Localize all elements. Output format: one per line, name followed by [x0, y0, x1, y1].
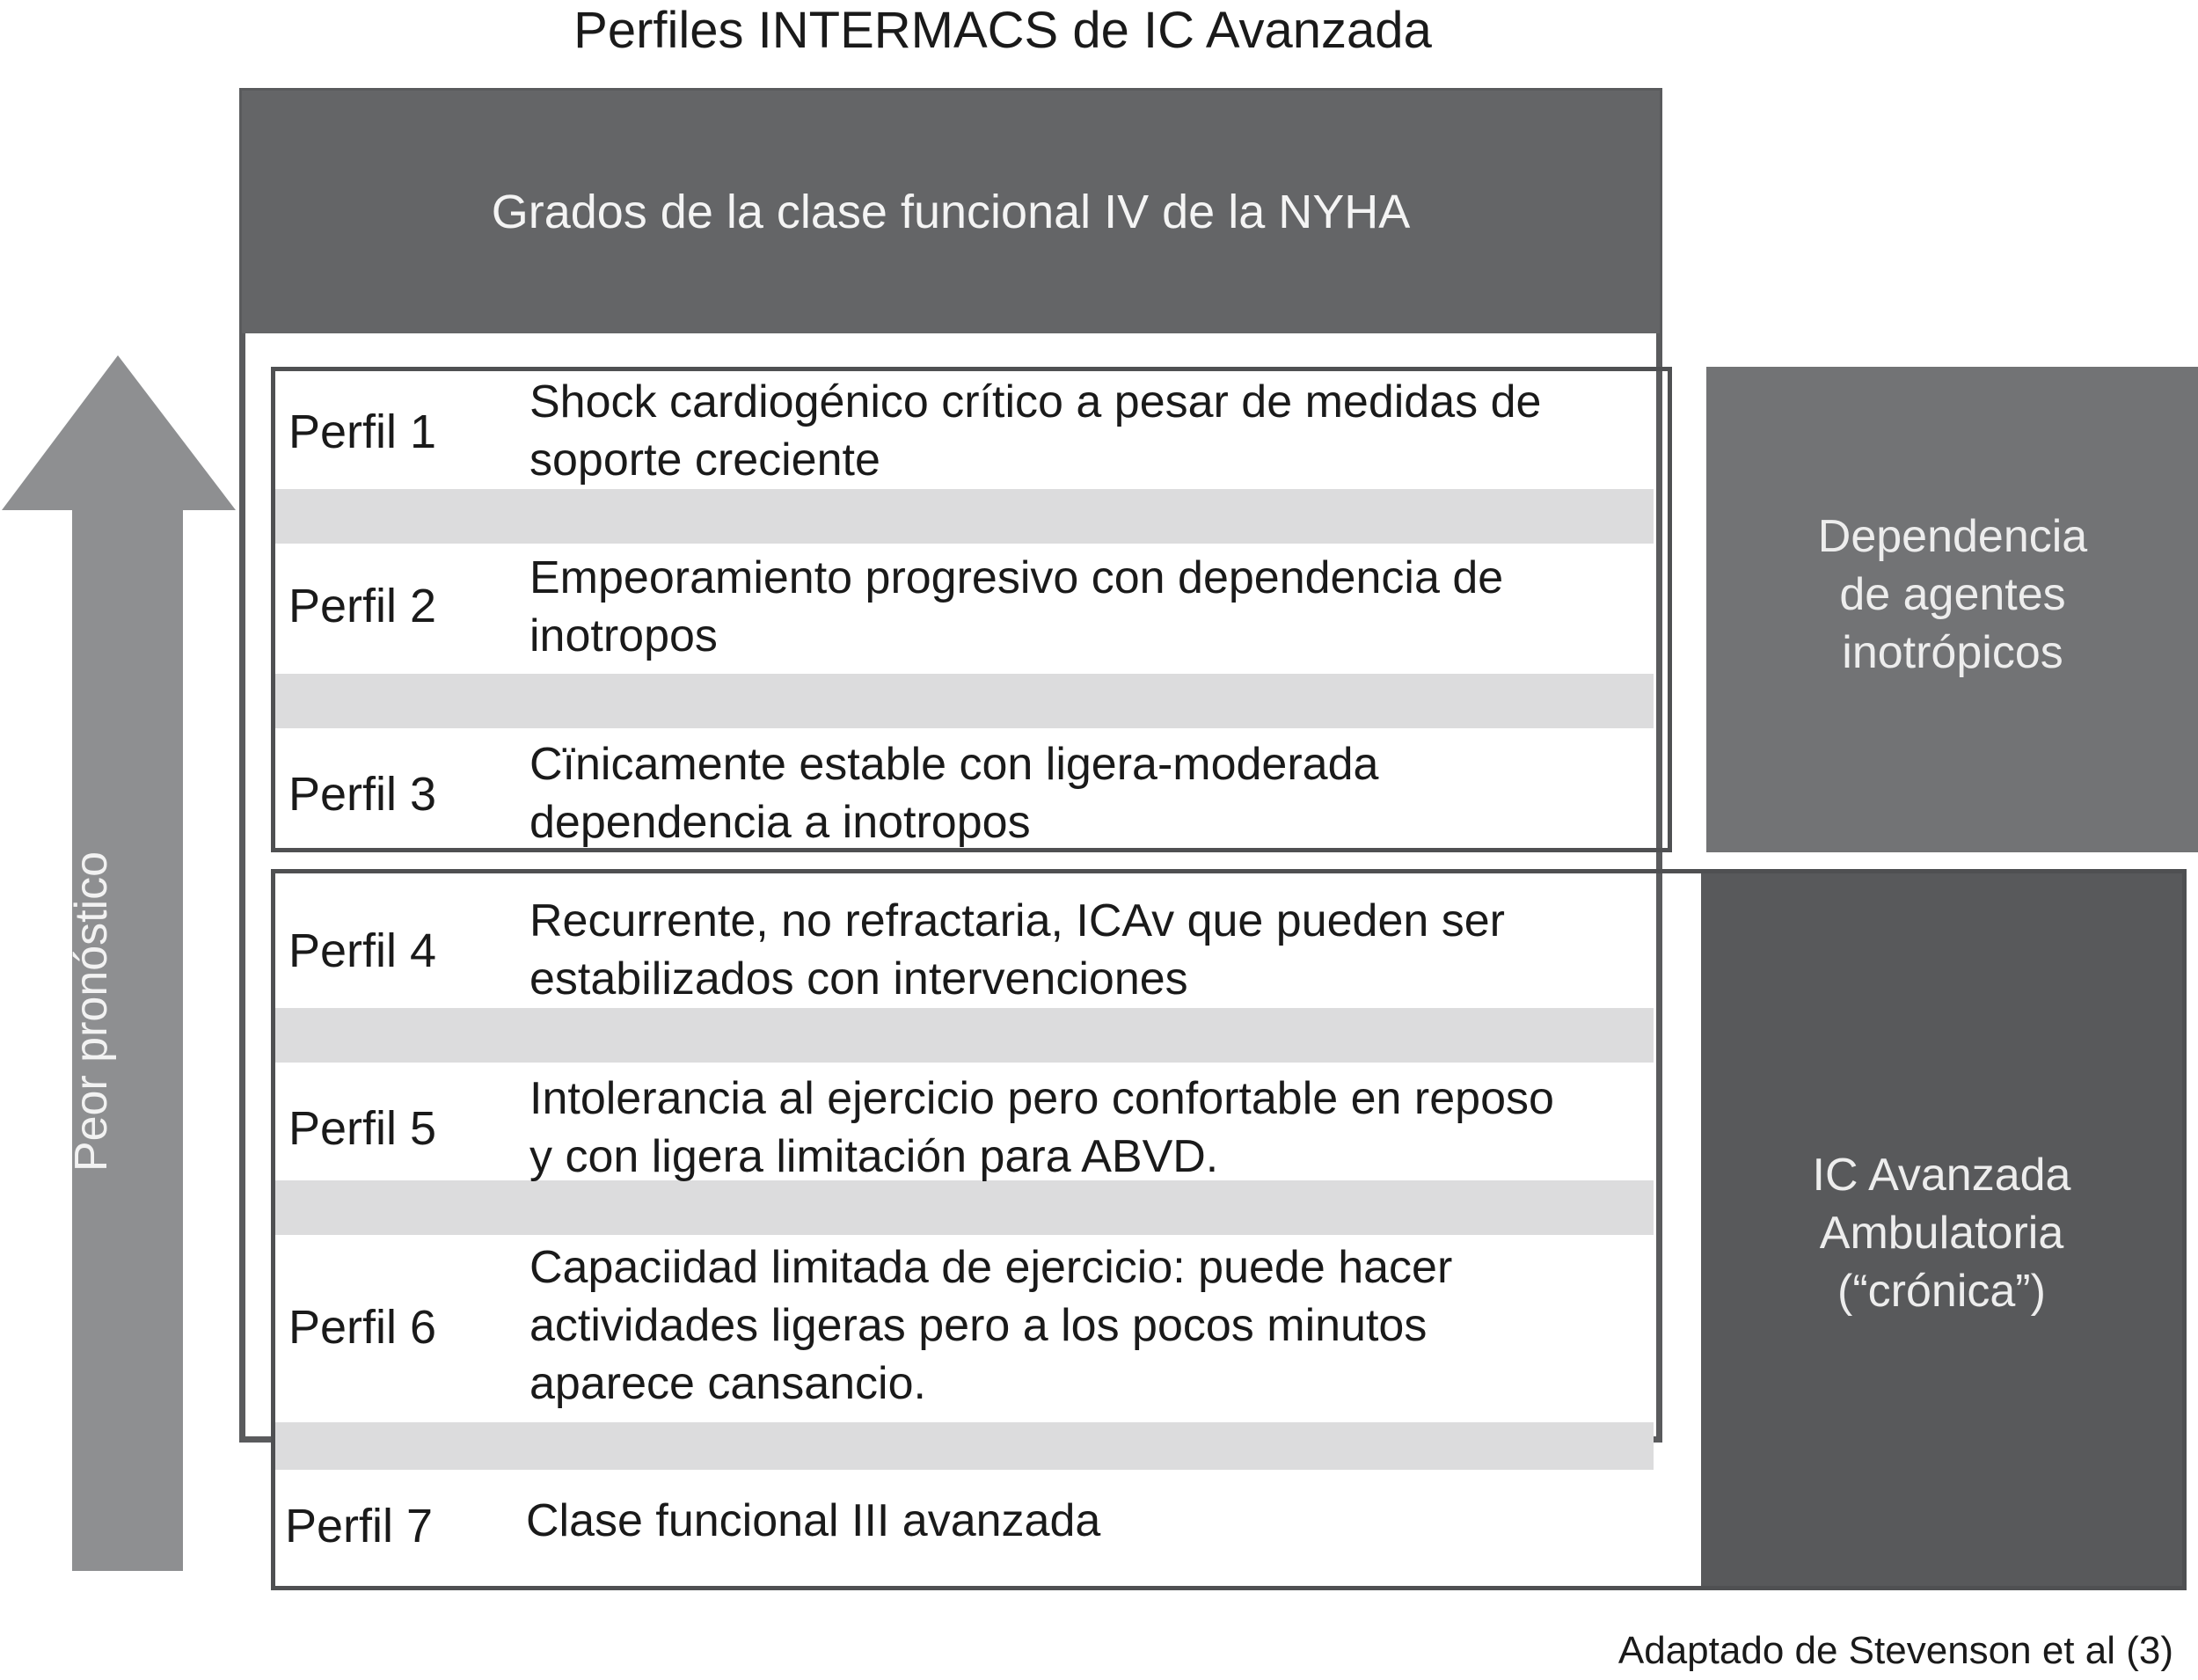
description-line: Intolerancia al ejercicio pero confortable en reposo — [529, 1073, 1554, 1124]
profile-label: Perfil 7 — [285, 1500, 434, 1552]
arrow-label-text: Peor pronóstico — [66, 851, 117, 1172]
group-inotropic-dependence-label: Dependencia de agentes inotrópicos — [1817, 511, 2088, 678]
nyha-header — [242, 91, 1660, 333]
nyha-header-label: Grados de la clase funcional IV de la NYHA — [491, 186, 1411, 238]
profile-description — [529, 1238, 1655, 1413]
profile-description — [529, 373, 1655, 489]
description-line: aparece cansancio. — [529, 1358, 926, 1409]
worse-prognosis-arrow-icon — [0, 355, 237, 1574]
profile-label: Perfil 3 — [288, 768, 437, 821]
profile-label: Perfil 4 — [288, 924, 437, 977]
profile-label: Perfil 2 — [288, 580, 437, 632]
description-line: dependencia a inotropos — [529, 797, 1031, 848]
description-line: estabilizados con intervenciones — [529, 953, 1188, 1004]
source-note: Adaptado de Stevenson et al (3) — [1617, 1629, 2173, 1672]
profile-description — [526, 1492, 1652, 1550]
description-line: soporte creciente — [529, 435, 880, 486]
diagram-title: Perfiles INTERMACS de IC Avanzada — [573, 2, 1432, 59]
profile-description — [529, 1070, 1655, 1186]
description-line: inotropos — [529, 610, 718, 661]
description-line: Recurrente, no refractaria, ICAv que pueden ser — [529, 895, 1505, 946]
description-line: y con ligera limitación para ABVD. — [529, 1131, 1219, 1182]
profile-description — [529, 892, 1655, 1008]
profile-description — [529, 549, 1655, 665]
description-line: Cïnicamente estable con ligera-moderada — [529, 739, 1379, 790]
profile-label: Perfil 6 — [288, 1301, 437, 1354]
description-line: Capaciidad limitada de ejercicio: puede hacer — [529, 1242, 1453, 1293]
description-line: Empeoramiento progresivo con dependencia de — [529, 552, 1504, 603]
profile-label: Perfil 5 — [288, 1102, 437, 1155]
group-inotropic-dependence — [1706, 367, 2198, 852]
profile-label: Perfil 1 — [288, 405, 437, 458]
description-line: Shock cardiogénico crítico a pesar de medidas de — [529, 376, 1542, 427]
profile-description — [529, 735, 1655, 851]
description-line: Clase funcional III avanzada — [526, 1495, 1101, 1546]
group-ambulatory-advanced-hf-label: IC Avanzada Ambulatoria (“crónica”) — [1812, 1150, 2071, 1317]
description-line: actividades ligeras pero a los pocos minutos — [529, 1300, 1428, 1351]
